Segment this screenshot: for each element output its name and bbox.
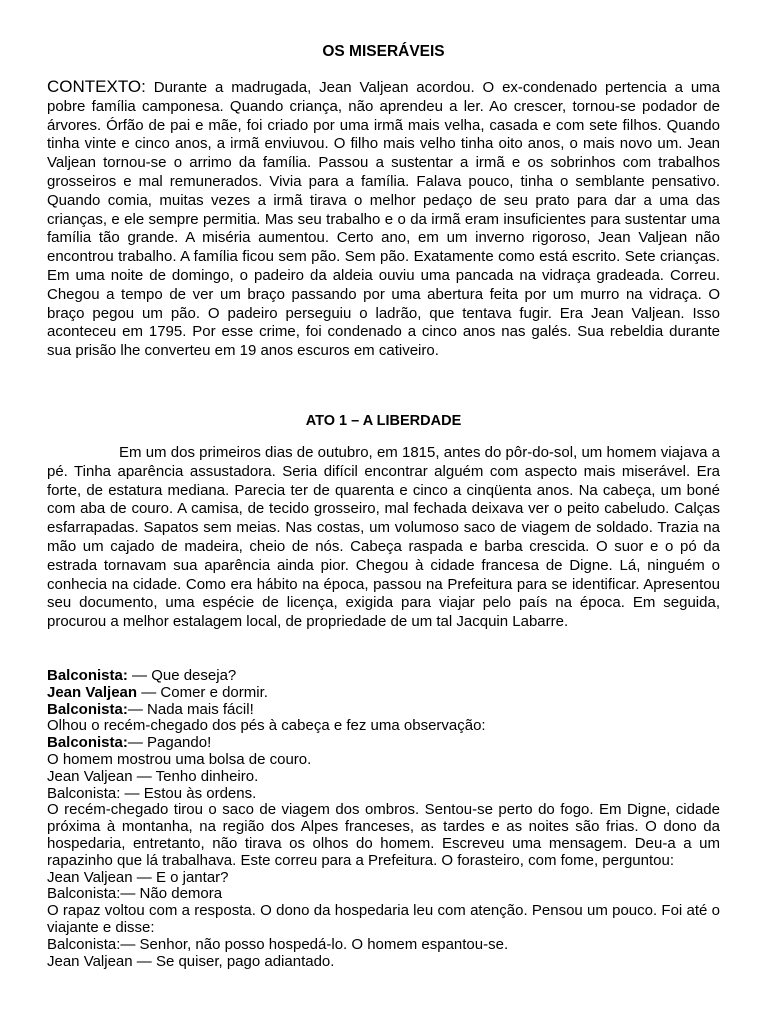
dialogue-line: [47, 786, 720, 803]
dialogue-text: — Pagando!: [127, 734, 212, 752]
dialogue-block: [47, 668, 720, 970]
dialogue-text: O rapaz voltou com a resposta. O dono da hospedaria leu com atenção. Pensou um pouco. Foi até o viajante e disse:: [47, 902, 720, 936]
context-text: Durante a madrugada, Jean Valjean acordou. O ex-condenado pertencia a uma pobre família camponesa. Quando criança, não aprendeu a ler. Ao crescer, tornou-se podador de árvores. Órfão de pai e mãe, foi criado por uma irmã mais velha, casada e com sete filhos. Quando tinha vinte e cinco anos, a irmã enviuvou. O filho mais velho tinha oito anos, o mais novo um. Jean Valjean tornou-se o arrimo da família. Passou a sustentar a irmã e os sobrinhos com trabalhos grosseiros e mal remunerados. Vivia para a família. Falava pouco, tinha o semblante pensativo. Quando comia, muitas vezes a irmã tirava o melhor pedaço de seu prato para dar a uma das crianças, e ele sempre permitia. Mas seu trabalho e o da irmã eram insuficientes para sustentar uma família tão grande. A miséria aumentou. Certo ano, em um inverno rigoroso, Jean Valjean não encontrou trabalho. A família ficou sem pão. Sem pão. Exatamente como está escrito. Sete crianças. Em uma noite de domingo, o padeiro da aldeia ouviu uma pancada na vidraça gradeada. Correu. Chegou a tempo de ver um braço passando por uma abertura feita por um murro na vidraça. O braço pegou um pão. O padeiro perseguiu o ladrão, que tentava fugir. Era Jean Valjean. Isso aconteceu em 1795. Por esse crime, foi condenado a cinco anos nas galés. Sua rebeldia durante sua prisão lhe converteu em 19 anos escuros em cativeiro.: [47, 79, 720, 360]
dialogue-text: Balconista:— Não demora: [47, 885, 223, 903]
dialogue-text: Jean Valjean — Tenho dinheiro.: [47, 767, 259, 785]
speaker-label: Balconista:: [47, 667, 128, 684]
dialogue-text: — Nada mais fácil!: [127, 700, 254, 718]
context-paragraph: [47, 78, 720, 361]
speaker-label: Balconista:: [47, 734, 128, 752]
dialogue-text: Jean Valjean — E o jantar?: [47, 868, 229, 886]
dialogue-line: [47, 718, 720, 735]
act-paragraph: Em um dos primeiros dias de outubro, em 1815, antes do pôr-do-sol, um homem viajava a pé. Tinha aparência assustadora. Seria difícil encontrar alguém com aspecto mais miserável. Era forte, de estatura mediana. Parecia ter de quarenta e cinco a cinqüenta anos. Na cabeça, um boné com aba de couro. A camisa, de tecido grosseiro, mal fechada deixava ver o peito cabeludo. Calças esfarrapadas. Sapatos sem meias. Nas costas, um volumoso saco de viagem de soldado. Trazia na mão um cajado de madeira, cheio de nós. Cabeça raspada e barba crescida. O suor e o pó da estrada tornavam sua aparência ainda pior. Chegou à cidade francesa de Digne. Lá, ninguém o conhecia na cidade. Como era hábito na época, passou na Prefeitura para se identificar. Apresentou seu documento, uma espécie de licença, exigida para viajar pelo país na época. Em seguida, procurou a melhor estalagem local, de propriedade de um tal Jacquin Labarre.: [47, 444, 720, 631]
document-title: OS MISERÁVEIS: [322, 43, 445, 60]
dialogue-line: [47, 668, 720, 685]
dialogue-line: [47, 870, 720, 887]
dialogue-text: — Comer e dormir.: [137, 683, 268, 701]
dialogue-line: [47, 685, 720, 702]
dialogue-line: [47, 735, 720, 752]
dialogue-text: O homem mostrou uma bolsa de couro.: [47, 750, 312, 768]
dialogue-line: [47, 937, 720, 954]
narration-paragraph: [47, 802, 720, 869]
dialogue-line: [47, 886, 720, 903]
dialogue-text: Balconista: — Estou às ordens.: [47, 784, 257, 802]
dialogue-text: Olhou o recém-chegado dos pés à cabeça e fez uma observação:: [47, 717, 486, 735]
speaker-label: Balconista:: [47, 700, 128, 718]
dialogue-text: Jean Valjean — Se quiser, pago adiantado.: [47, 952, 335, 970]
dialogue-text: O recém-chegado tirou o saco de viagem dos ombros. Sentou-se perto do fogo. Em Digne, cidade próxima à montanha, na região dos Alpes franceses, as tardes e as noites são frias. O dono da hospedaria, entretanto, não tirava os olhos do homem. Escreveu uma mensagem. Deu-a a um rapazinho que lá trabalhava. Este correu para a Prefeitura. O forasteiro, com fome, perguntou:: [47, 801, 720, 869]
dialogue-line: [47, 954, 720, 971]
speaker-label: Jean Valjean: [47, 683, 138, 701]
dialogue-text: Balconista:— Senhor, não posso hospedá-lo. O homem espantou-se.: [47, 935, 509, 953]
narration-paragraph: [47, 903, 720, 937]
dialogue-line: [47, 769, 720, 786]
dialogue-line: [47, 752, 720, 769]
context-label: CONTEXTO:: [47, 77, 146, 96]
dialogue-line: [47, 702, 720, 719]
dialogue-text: — Que deseja?: [127, 667, 237, 684]
act-title: ATO 1 – A LIBERDADE: [305, 413, 462, 429]
